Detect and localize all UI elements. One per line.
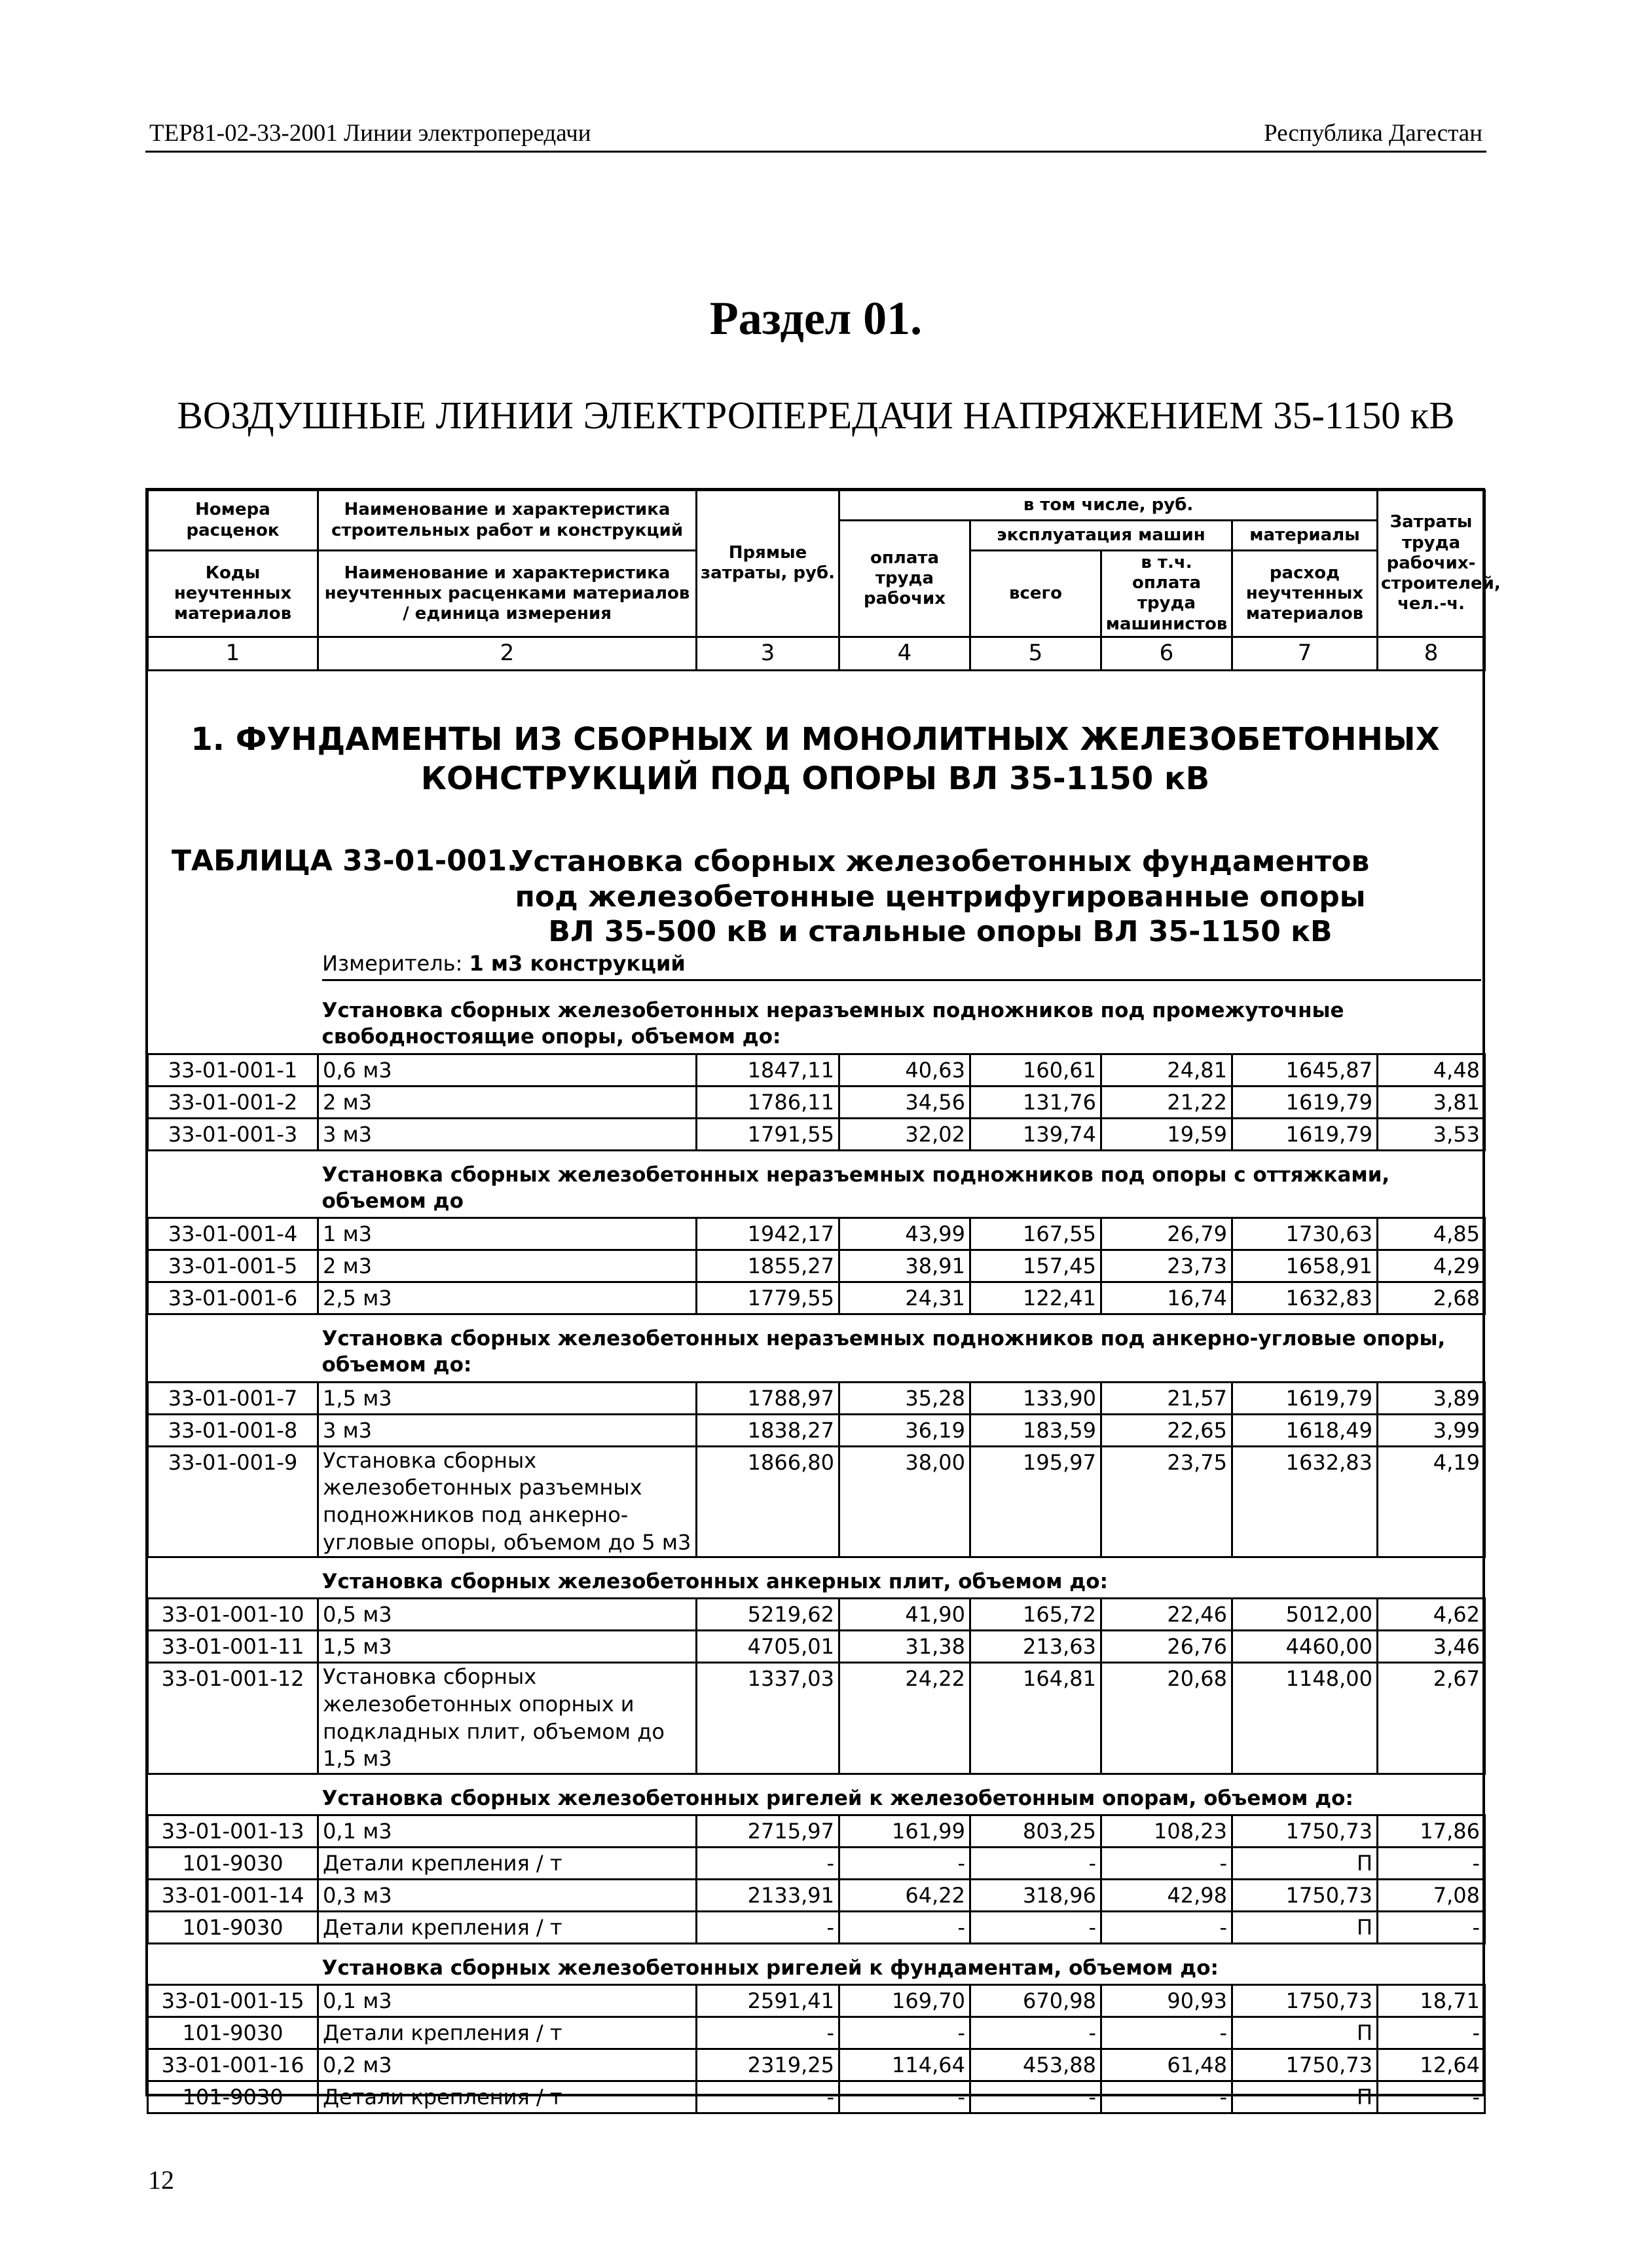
cell-rate-code: 101-9030: [148, 2081, 318, 2113]
header-material-consumption: расход неучтенных материалов: [1232, 551, 1378, 637]
cell-worker-pay: 35,28: [839, 1382, 970, 1414]
table-row: [148, 1815, 1485, 1848]
cell-direct-costs: 1791,55: [697, 1118, 839, 1150]
cell-machines-total: 131,76: [970, 1086, 1101, 1118]
cell-work-name: 2,5 м3: [318, 1282, 697, 1314]
col-number: 3: [697, 637, 839, 670]
table-row: [148, 2017, 1485, 2049]
chapter-title: 1. ФУНДАМЕНТЫ ИЗ СБОРНЫХ И МОНОЛИТНЫХ ЖЕЛЕЗОБЕТОННЫХ КОНСТРУКЦИЙ ПОД ОПОРЫ ВЛ 35-1150 кВ: [191, 721, 1440, 797]
cell-materials: 1645,87: [1232, 1054, 1378, 1086]
cell-operator-pay: 24,81: [1101, 1054, 1232, 1086]
col-number: 6: [1101, 637, 1232, 670]
cell-machines-total: -: [970, 2081, 1101, 2113]
table-row: [148, 1414, 1485, 1446]
table-row: [148, 2049, 1485, 2081]
cell-machines-total: 139,74: [970, 1118, 1101, 1150]
cell-labor-hours: -: [1378, 1848, 1485, 1880]
cell-worker-pay: 169,70: [839, 1985, 970, 2017]
cell-operator-pay: 90,93: [1101, 1985, 1232, 2017]
page-number: 12: [148, 2165, 174, 2195]
header-rate-numbers: Номера расценок: [148, 491, 318, 551]
cell-work-name: 1 м3: [318, 1218, 697, 1250]
cell-worker-pay: -: [839, 2081, 970, 2113]
cell-materials: 4460,00: [1232, 1631, 1378, 1663]
cell-labor-hours: -: [1378, 2081, 1485, 2113]
cell-rate-code: 33-01-001-6: [148, 1282, 318, 1314]
cell-rate-code: 33-01-001-14: [148, 1880, 318, 1912]
cell-machines-total: 803,25: [970, 1815, 1101, 1848]
table-row: [148, 1446, 1485, 1557]
cell-direct-costs: 5219,62: [697, 1599, 839, 1631]
header-direct-costs: Прямые затраты, руб.: [697, 491, 839, 637]
cell-direct-costs: 4705,01: [697, 1631, 839, 1663]
group-title: Установка сборных железобетонных ригелей к железобетонным опорам, объемом до:: [322, 1786, 1353, 1810]
header-document-title: ТЕР81-02-33-2001 Линии электропередачи: [149, 120, 591, 147]
group-header-row: [148, 1557, 1485, 1599]
table-row: [148, 1631, 1485, 1663]
cell-work-name: Детали крепления / т: [318, 1848, 697, 1880]
cell-materials: 1632,83: [1232, 1446, 1378, 1557]
cell-machines-total: 670,98: [970, 1985, 1101, 2017]
cell-operator-pay: 26,76: [1101, 1631, 1232, 1663]
cell-labor-hours: 4,85: [1378, 1218, 1485, 1250]
cell-rate-code: 33-01-001-9: [148, 1446, 318, 1557]
cell-work-name: 1,5 м3: [318, 1382, 697, 1414]
cell-worker-pay: 24,22: [839, 1663, 970, 1774]
cell-rate-code: 101-9030: [148, 2017, 318, 2049]
cell-work-name: 1,5 м3: [318, 1631, 697, 1663]
cell-labor-hours: 3,53: [1378, 1118, 1485, 1150]
col-number: 2: [318, 637, 697, 670]
cell-worker-pay: 31,38: [839, 1631, 970, 1663]
table-row: [148, 1250, 1485, 1282]
table-label: ТАБЛИЦА 33-01-001.: [172, 844, 518, 878]
cell-materials: 1618,49: [1232, 1414, 1378, 1446]
table-row: [148, 1880, 1485, 1912]
header-labor-costs: Затраты труда рабочих-строителей, чел.-ч.: [1378, 491, 1485, 637]
cell-labor-hours: 4,29: [1378, 1250, 1485, 1282]
header-materials: материалы: [1232, 521, 1378, 551]
cell-worker-pay: 43,99: [839, 1218, 970, 1250]
table-row: [148, 1912, 1485, 1944]
table-row: [148, 1218, 1485, 1250]
cell-worker-pay: -: [839, 1848, 970, 1880]
cell-rate-code: 33-01-001-11: [148, 1631, 318, 1663]
cell-machines-total: 213,63: [970, 1631, 1101, 1663]
cell-materials: 1730,63: [1232, 1218, 1378, 1250]
col-number: 8: [1378, 637, 1485, 670]
table-row: [148, 1599, 1485, 1631]
cell-operator-pay: 23,73: [1101, 1250, 1232, 1282]
cell-machines-total: 195,97: [970, 1446, 1101, 1557]
cell-operator-pay: 21,22: [1101, 1086, 1232, 1118]
cell-operator-pay: -: [1101, 1912, 1232, 1944]
group-header-row: [148, 1944, 1485, 1985]
cell-worker-pay: 41,90: [839, 1599, 970, 1631]
cell-operator-pay: 22,65: [1101, 1414, 1232, 1446]
cell-work-name: 2 м3: [318, 1086, 697, 1118]
cell-worker-pay: 24,31: [839, 1282, 970, 1314]
header-material-names: Наименование и характеристика неучтенных расценками материалов / единица измерения: [318, 551, 697, 637]
group-title: Установка сборных железобетонных анкерных плит, объемом до:: [322, 1570, 1108, 1594]
cell-direct-costs: -: [697, 1848, 839, 1880]
cell-operator-pay: 19,59: [1101, 1118, 1232, 1150]
cell-work-name: Установка сборных железобетонных опорных и подкладных плит, объемом до 1,5 м3: [318, 1663, 697, 1774]
cell-operator-pay: 20,68: [1101, 1663, 1232, 1774]
table-row: [148, 1985, 1485, 2017]
measure-value: 1 м3 конструкций: [469, 951, 686, 976]
cell-rate-code: 33-01-001-16: [148, 2049, 318, 2081]
cell-direct-costs: 1779,55: [697, 1282, 839, 1314]
table-row: [148, 1118, 1485, 1150]
cell-direct-costs: -: [697, 2081, 839, 2113]
cell-rate-code: 101-9030: [148, 1912, 318, 1944]
cell-machines-total: -: [970, 2017, 1101, 2049]
group-header-row: [148, 1314, 1485, 1383]
group-title: Установка сборных железобетонных неразъемных подножников под опоры с оттяжками, объемом до: [322, 1162, 1390, 1213]
group-title: Установка сборных железобетонных ригелей к фундаментам, объемом до:: [322, 1956, 1219, 1980]
cell-labor-hours: 4,19: [1378, 1446, 1485, 1557]
cell-materials: 1750,73: [1232, 2049, 1378, 2081]
cell-direct-costs: 1337,03: [697, 1663, 839, 1774]
cell-labor-hours: -: [1378, 2017, 1485, 2049]
cell-labor-hours: 2,68: [1378, 1282, 1485, 1314]
header-work-name: Наименование и характеристика строительных работ и конструкций: [318, 491, 697, 551]
cell-labor-hours: -: [1378, 1912, 1485, 1944]
header-operator-pay: в т.ч. оплата труда машинистов: [1101, 551, 1232, 637]
cell-rate-code: 33-01-001-4: [148, 1218, 318, 1250]
group-header-row: [148, 1150, 1485, 1218]
header-worker-pay: оплата труда рабочих: [839, 521, 970, 637]
cell-machines-total: 122,41: [970, 1282, 1101, 1314]
cell-operator-pay: 22,46: [1101, 1599, 1232, 1631]
cell-work-name: 0,6 м3: [318, 1054, 697, 1086]
cell-materials: 1619,79: [1232, 1086, 1378, 1118]
cell-worker-pay: 40,63: [839, 1054, 970, 1086]
section-subtitle: ВОЗДУШНЫЕ ЛИНИИ ЭЛЕКТРОПЕРЕДАЧИ НАПРЯЖЕНИЕМ 35-1150 кВ: [177, 394, 1455, 437]
header-region: Республика Дагестан: [1264, 120, 1482, 147]
col-number: 7: [1232, 637, 1378, 670]
cell-labor-hours: 3,46: [1378, 1631, 1485, 1663]
cell-materials: П: [1232, 2017, 1378, 2049]
cell-machines-total: 167,55: [970, 1218, 1101, 1250]
cell-rate-code: 33-01-001-3: [148, 1118, 318, 1150]
measure-underline: [322, 979, 1481, 981]
cell-work-name: 0,1 м3: [318, 1815, 697, 1848]
header-including: в том числе, руб.: [839, 491, 1378, 521]
cell-work-name: Детали крепления / т: [318, 2017, 697, 2049]
cell-operator-pay: -: [1101, 2081, 1232, 2113]
table-row: [148, 1086, 1485, 1118]
cell-labor-hours: 4,48: [1378, 1054, 1485, 1086]
cell-rate-code: 33-01-001-10: [148, 1599, 318, 1631]
table-row: [148, 1282, 1485, 1314]
cell-work-name: 3 м3: [318, 1414, 697, 1446]
cell-work-name: 0,2 м3: [318, 2049, 697, 2081]
header-machines-total: всего: [970, 551, 1101, 637]
cell-work-name: Детали крепления / т: [318, 2081, 697, 2113]
col-number: 5: [970, 637, 1101, 670]
cell-operator-pay: 16,74: [1101, 1282, 1232, 1314]
cell-direct-costs: 1786,11: [697, 1086, 839, 1118]
cell-rate-code: 33-01-001-8: [148, 1414, 318, 1446]
cell-materials: П: [1232, 2081, 1378, 2113]
cell-labor-hours: 3,81: [1378, 1086, 1485, 1118]
cell-labor-hours: 12,64: [1378, 2049, 1485, 2081]
cell-machines-total: 157,45: [970, 1250, 1101, 1282]
cell-direct-costs: 2319,25: [697, 2049, 839, 2081]
cell-rate-code: 33-01-001-12: [148, 1663, 318, 1774]
col-number: 1: [148, 637, 318, 670]
cell-worker-pay: 36,19: [839, 1414, 970, 1446]
cell-work-name: 0,3 м3: [318, 1880, 697, 1912]
cell-direct-costs: 1942,17: [697, 1218, 839, 1250]
cell-operator-pay: 23,75: [1101, 1446, 1232, 1557]
cell-labor-hours: 2,67: [1378, 1663, 1485, 1774]
group-header-row: [148, 987, 1485, 1054]
table-row: [148, 1054, 1485, 1086]
cell-worker-pay: 34,56: [839, 1086, 970, 1118]
cell-direct-costs: 1838,27: [697, 1414, 839, 1446]
cell-labor-hours: 3,99: [1378, 1414, 1485, 1446]
cell-machines-total: 165,72: [970, 1599, 1101, 1631]
table-row: [148, 1382, 1485, 1414]
header-material-codes: Коды неучтенных материалов: [148, 551, 318, 637]
cell-work-name: 0,5 м3: [318, 1599, 697, 1631]
cell-work-name: 3 м3: [318, 1118, 697, 1150]
group-title: Установка сборных железобетонных неразъемных подножников под промежуточные свободностоящие опоры, объемом до:: [322, 999, 1344, 1049]
cell-rate-code: 33-01-001-13: [148, 1815, 318, 1848]
measure-label: Измеритель:: [322, 951, 463, 976]
cell-operator-pay: -: [1101, 2017, 1232, 2049]
table-row: [148, 2081, 1485, 2113]
cell-machines-total: 183,59: [970, 1414, 1101, 1446]
cell-rate-code: 33-01-001-1: [148, 1054, 318, 1086]
cell-rate-code: 33-01-001-15: [148, 1985, 318, 2017]
header-column-numbers: [148, 637, 1485, 670]
cell-worker-pay: 114,64: [839, 2049, 970, 2081]
cell-direct-costs: -: [697, 2017, 839, 2049]
cell-operator-pay: 108,23: [1101, 1815, 1232, 1848]
cell-machines-total: 160,61: [970, 1054, 1101, 1086]
cell-worker-pay: 64,22: [839, 1880, 970, 1912]
cell-worker-pay: 38,00: [839, 1446, 970, 1557]
cell-direct-costs: 2133,91: [697, 1880, 839, 1912]
cell-machines-total: 133,90: [970, 1382, 1101, 1414]
cell-materials: 1658,91: [1232, 1250, 1378, 1282]
cell-worker-pay: 38,91: [839, 1250, 970, 1282]
cell-machines-total: 164,81: [970, 1663, 1101, 1774]
cell-machines-total: 453,88: [970, 2049, 1101, 2081]
cell-rate-code: 33-01-001-2: [148, 1086, 318, 1118]
cell-direct-costs: 1855,27: [697, 1250, 839, 1282]
running-header: [145, 113, 1486, 153]
cell-labor-hours: 3,89: [1378, 1382, 1485, 1414]
cell-materials: 1750,73: [1232, 1815, 1378, 1848]
cell-labor-hours: 18,71: [1378, 1985, 1485, 2017]
cell-rate-code: 101-9030: [148, 1848, 318, 1880]
cell-machines-total: -: [970, 1848, 1101, 1880]
cell-materials: 1750,73: [1232, 1880, 1378, 1912]
table-caption: Установка сборных железобетонных фундаментов под железобетонные центрифугированные опоры ВЛ 35-500 кВ и стальные опоры ВЛ 35-1150 кВ: [511, 845, 1370, 949]
table-header: [147, 489, 1501, 671]
measure-unit: [322, 951, 686, 976]
cell-work-name: 0,1 м3: [318, 1985, 697, 2017]
cell-labor-hours: 4,62: [1378, 1599, 1485, 1631]
table-row: [148, 1663, 1485, 1774]
cell-materials: П: [1232, 1848, 1378, 1880]
cell-materials: 1619,79: [1232, 1118, 1378, 1150]
cell-materials: 1750,73: [1232, 1985, 1378, 2017]
cell-direct-costs: 1788,97: [697, 1382, 839, 1414]
cell-materials: 1632,83: [1232, 1282, 1378, 1314]
section-title: Раздел 01.: [709, 292, 923, 344]
cell-machines-total: -: [970, 1912, 1101, 1944]
rates-table-body: [147, 987, 1486, 2114]
cell-worker-pay: 161,99: [839, 1815, 970, 1848]
group-title: Установка сборных железобетонных неразъемных подножников под анкерно-угловые опоры, объемом до:: [322, 1327, 1446, 1377]
cell-worker-pay: 32,02: [839, 1118, 970, 1150]
cell-worker-pay: -: [839, 1912, 970, 1944]
cell-work-name: Детали крепления / т: [318, 1912, 697, 1944]
cell-operator-pay: 26,79: [1101, 1218, 1232, 1250]
cell-materials: 5012,00: [1232, 1599, 1378, 1631]
cell-rate-code: 33-01-001-5: [148, 1250, 318, 1282]
cell-worker-pay: -: [839, 2017, 970, 2049]
cell-work-name: 2 м3: [318, 1250, 697, 1282]
cell-operator-pay: 21,57: [1101, 1382, 1232, 1414]
cell-direct-costs: 1866,80: [697, 1446, 839, 1557]
cell-operator-pay: 42,98: [1101, 1880, 1232, 1912]
rates-table-frame: [145, 488, 1501, 2110]
cell-labor-hours: 17,86: [1378, 1815, 1485, 1848]
cell-direct-costs: 2591,41: [697, 1985, 839, 2017]
cell-materials: 1148,00: [1232, 1663, 1378, 1774]
cell-operator-pay: 61,48: [1101, 2049, 1232, 2081]
cell-operator-pay: -: [1101, 1848, 1232, 1880]
table-row: [148, 1848, 1485, 1880]
group-header-row: [148, 1774, 1485, 1815]
cell-machines-total: 318,96: [970, 1880, 1101, 1912]
cell-labor-hours: 7,08: [1378, 1880, 1485, 1912]
cell-direct-costs: -: [697, 1912, 839, 1944]
cell-rate-code: 33-01-001-7: [148, 1382, 318, 1414]
cell-materials: 1619,79: [1232, 1382, 1378, 1414]
cell-work-name: Установка сборных железобетонных разъемных подножников под анкерно-угловые опоры, объемом до 5 м3: [318, 1446, 697, 1557]
col-number: 4: [839, 637, 970, 670]
cell-direct-costs: 2715,97: [697, 1815, 839, 1848]
header-machine-operation: эксплуатация машин: [970, 521, 1232, 551]
cell-direct-costs: 1847,11: [697, 1054, 839, 1086]
cell-materials: П: [1232, 1912, 1378, 1944]
